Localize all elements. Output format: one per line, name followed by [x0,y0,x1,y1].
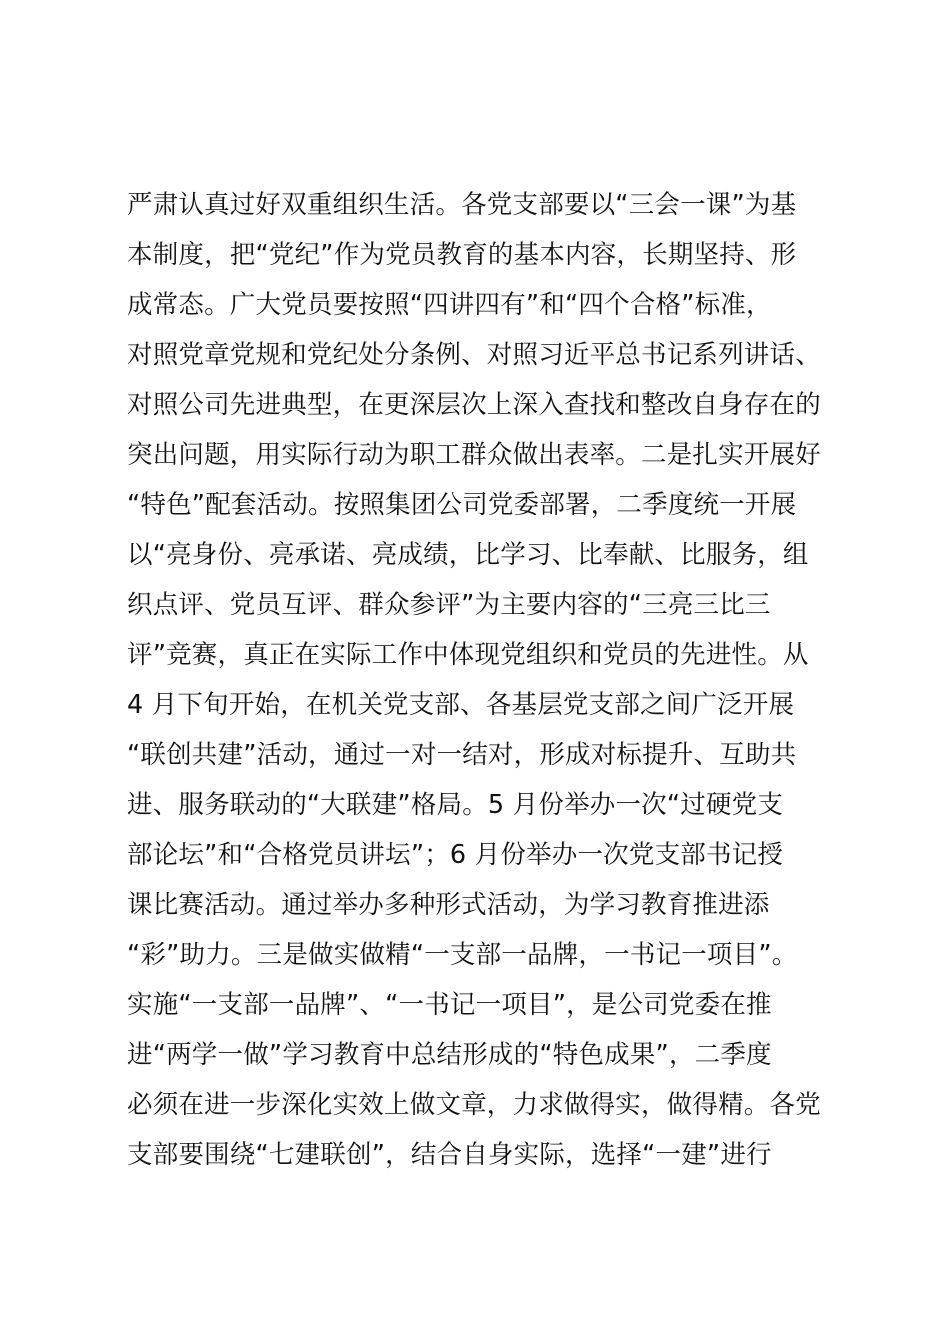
text-line: 严肃认真过好双重组织生活。各党支部要以“三会一课”为基 [127,190,797,220]
text-line: 课比赛活动。通过举办多种形式活动，为学习教育推进添 [127,890,770,920]
text-line: 对照党章党规和党纪处分条例、对照习近平总书记系列讲话、 [127,340,821,370]
text-line: 本制度，把“党纪”作为党员教育的基本内容，长期坚持、形 [127,240,797,270]
body-text [127,180,847,1180]
text-line: 织点评、党员互评、群众参评”为主要内容的“三亮三比三 [127,590,771,620]
text-line: 对照公司先进典型，在更深层次上深入查找和整改自身存在的 [127,390,821,420]
text-line: 实施“一支部一品牌”、“一书记一项目”，是公司党委在推 [127,990,772,1020]
text-line: 部论坛”和“合格党员讲坛”；6 月份举办一次党支部书记授 [127,840,784,870]
text-line: 4 月下旬开始，在机关党支部、各基层党支部之间广泛开展 [127,690,795,720]
text-line: 支部要围绕“七建联创”，结合自身实际，选择“一建”进行 [127,1140,772,1170]
text-line: 突出问题，用实际行动为职工群众做出表率。二是扎实开展好 [127,440,821,470]
text-line: 成常态。广大党员要按照“四讲四有”和“四个合格”标准， [127,290,772,320]
text-line: “联创共建”活动，通过一对一结对，形成对标提升、互助共 [127,740,797,770]
text-line: 进“两学一做”学习教育中总结形成的“特色成果”，二季度 [127,1040,772,1070]
text-line: “特色”配套活动。按照集团公司党委部署，二季度统一开展 [127,490,797,520]
text-line: 进、服务联动的“大联建”格局。5 月份举办一次“过硬党支 [127,790,784,820]
text-line: “彩”助力。三是做实做精“一支部一品牌，一书记一项目”。 [127,940,798,970]
text-line: 以“亮身份、亮承诺、亮成绩，比学习、比奉献、比服务，组 [127,540,809,570]
text-line: 评”竞赛，真正在实际工作中体现党组织和党员的先进性。从 [127,640,809,670]
text-line: 必须在进一步深化实效上做文章，力求做得实，做得精。各党 [127,1090,821,1120]
